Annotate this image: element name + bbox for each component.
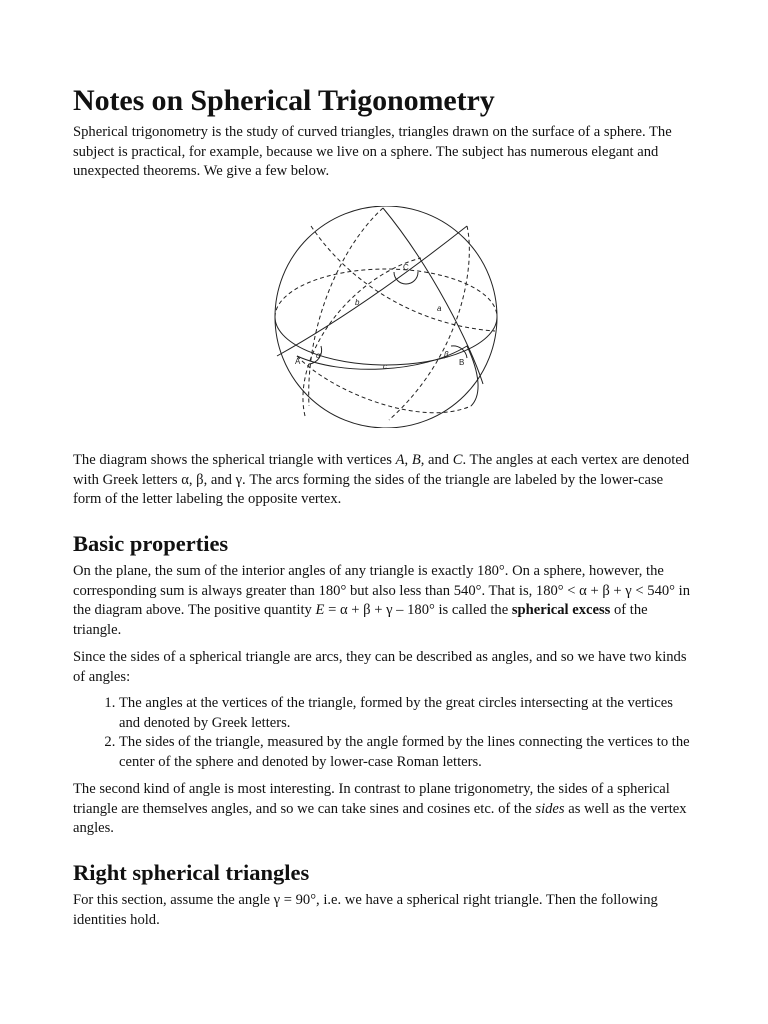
- sphere-diagram: [271, 206, 501, 428]
- basic-paragraph-3: [73, 780, 695, 839]
- text-run: The second kind of angle is most interesting. In contrast to plane trigonometry, the sides of a spherical triangle are themselves angles, and so we can take sines and cosines etc. of the: [73, 781, 670, 817]
- label-vertex-a: A: [295, 357, 301, 366]
- intro-paragraph: Spherical trigonometry is the study of curved triangles, triangles drawn on the surface of a sphere. The subject is practical, for example, because we live on a sphere. The subject has numerous elegant and unexpected theorems. We give a few below.: [73, 124, 672, 180]
- excess-symbol: E: [315, 602, 325, 619]
- vertex-b-ref: B: [411, 452, 421, 468]
- label-alpha: α: [316, 351, 321, 360]
- vertex-c-ref: C: [452, 452, 463, 468]
- label-side-c: c: [383, 362, 387, 371]
- equator-back: [275, 269, 497, 317]
- text-run: as well as the vertex angles.: [73, 800, 687, 837]
- great-circle-ab: [297, 346, 478, 406]
- vertex-a-ref: A: [395, 452, 405, 468]
- text-run: , and: [420, 452, 453, 468]
- basic-paragraph-1: [73, 562, 695, 640]
- label-beta: β: [444, 350, 449, 359]
- label-side-a: a: [437, 304, 442, 313]
- label-vertex-b: B: [459, 358, 465, 367]
- page-title: Notes on Spherical Trigonometry: [73, 84, 495, 117]
- diagram-description: [73, 451, 695, 510]
- section-heading-basic: Basic properties: [73, 531, 229, 556]
- right-paragraph: For this section, assume the angle γ = 90°, i.e. we have a spherical right triangle. Then the following identities hold.: [73, 892, 658, 928]
- list-item: 1. The angles at the vertices of the triangle, formed by the great circles intersecting at the vertices and denoted by Greek letters.: [119, 694, 695, 733]
- list-item: 2. The sides of the triangle, measured by the angle formed by the lines connecting the vertices to the center of the sphere and denoted by lower-case Roman letters.: [119, 733, 695, 772]
- text-run: The diagram shows the spherical triangle with vertices: [73, 452, 396, 468]
- text-run: ,: [404, 452, 412, 468]
- spherical-triangle-figure: [271, 206, 501, 433]
- basic-paragraph-2: Since the sides of a spherical triangle are arcs, they can be described as angles, and so we have two kinds of angles:: [73, 649, 687, 685]
- great-circle-back-1: [303, 258, 421, 416]
- great-circle-ac: [277, 226, 467, 356]
- angle-kinds-list: [73, 694, 695, 772]
- text-run: of the triangle.: [73, 602, 648, 638]
- text-run: . The angles at each vertex are denoted with Greek letters α, β, and γ. The arcs forming the sides of the triangle are labeled by the lower-case form of the letter labeling the opposite vertex.: [73, 452, 690, 508]
- label-side-b: b: [355, 298, 360, 307]
- text-run: On the plane, the sum of the interior angles of any triangle is exactly 180°. On a sphere, however, the corresponding sum is always greater than 180° but also less than 540°. That is, 180° < α + β + γ < 540° in the diagram above. The positive quantity: [73, 563, 690, 619]
- sides-emphasis: sides: [535, 800, 565, 817]
- section-heading-right: Right spherical triangles: [73, 860, 310, 885]
- term-spherical-excess: spherical excess: [511, 602, 611, 619]
- text-run: = α + β + γ – 180° is called the: [324, 602, 512, 619]
- label-vertex-c: C: [403, 263, 409, 272]
